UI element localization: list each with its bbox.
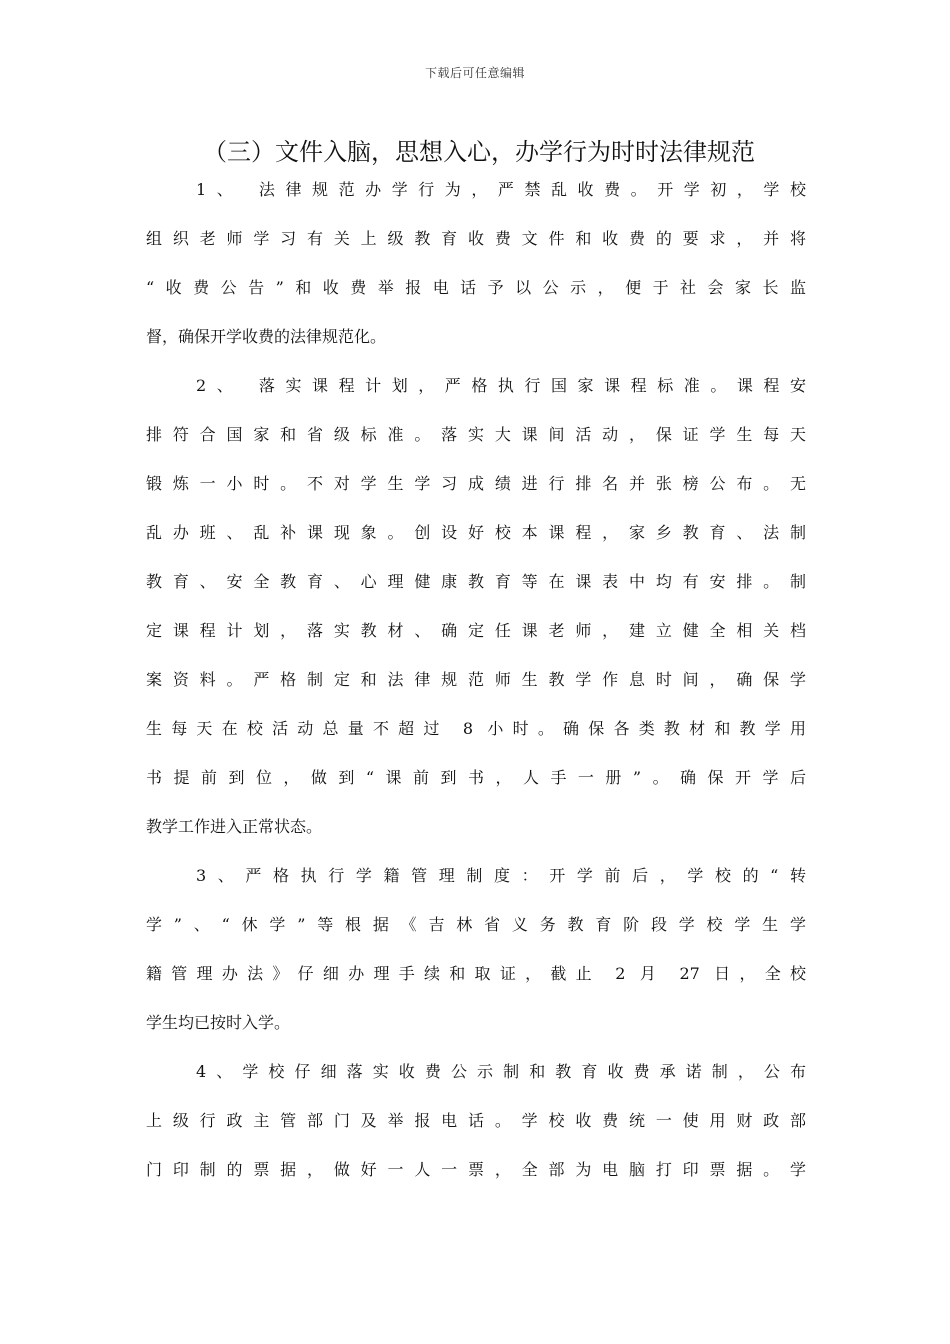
section-heading: （三）文件入脑，思想入心，办学行为时时法律规范 [203,138,755,166]
paragraph-line: 生每天在校活动总量不超过 8 小时。确保各类教材和教学用 [146,719,806,738]
paragraph-1 [146,177,806,373]
paragraph-line: 乱办班、乱补课现象。创设好校本课程，家乡教育、法制 [146,523,806,542]
paragraph-line: 2、 落实课程计划，严格执行国家课程标准。课程安 [196,376,806,395]
paragraph-line: 籍管理办法》仔细办理手续和取证，截止 2 月 27 日，全校 [146,964,806,983]
paragraph-line: 排符合国家和省级标准。落实大课间活动，保证学生每天 [146,425,806,444]
paragraph-line: 案资料。严格制定和法律规范师生教学作息时间，确保学 [146,670,806,689]
paragraph-3 [146,863,806,1059]
page-header-note: 下载后可任意编辑 [424,66,525,80]
paragraph-line: 书提前到位，做到“课前到书，人手一册”。确保开学后 [146,768,806,787]
paragraph-line: 门印制的票据，做好一人一票，全部为电脑打印票据。学 [146,1160,806,1179]
paragraph-line: 1、 法律规范办学行为，严禁乱收费。开学初，学校 [196,180,806,199]
paragraph-line: 3、严格执行学籍管理制度：开学前后，学校的“转 [196,866,806,885]
paragraph-line: 学生均已按时入学。 [146,1013,291,1032]
paragraph-line: 教学工作进入正常状态。 [146,817,323,836]
paragraph-line: 上级行政主管部门及举报电话。学校收费统一使用财政部 [146,1111,806,1130]
paragraph-line: 锻炼一小时。不对学生学习成绩进行排名并张榜公布。无 [146,474,806,493]
paragraph-line: 组织老师学习有关上级教育收费文件和收费的要求，并将 [146,229,806,248]
paragraph-line: “收费公告”和收费举报电话予以公示，便于社会家长监 [146,278,806,297]
paragraph-4 [146,1059,806,1206]
paragraph-line: 4、学校仔细落实收费公示制和教育收费承诺制，公布 [196,1062,806,1081]
document-body [146,128,806,1206]
paragraph-line: 学”、“休学”等根据《吉林省义务教育阶段学校学生学 [146,915,806,934]
paragraph-line: 教育、安全教育、心理健康教育等在课表中均有安排。制 [146,572,806,591]
paragraph-2 [146,373,806,863]
paragraph-line: 督，确保开学收费的法律规范化。 [146,327,387,346]
paragraph-line: 定课程计划，落实教材、确定任课老师，建立健全相关档 [146,621,806,640]
